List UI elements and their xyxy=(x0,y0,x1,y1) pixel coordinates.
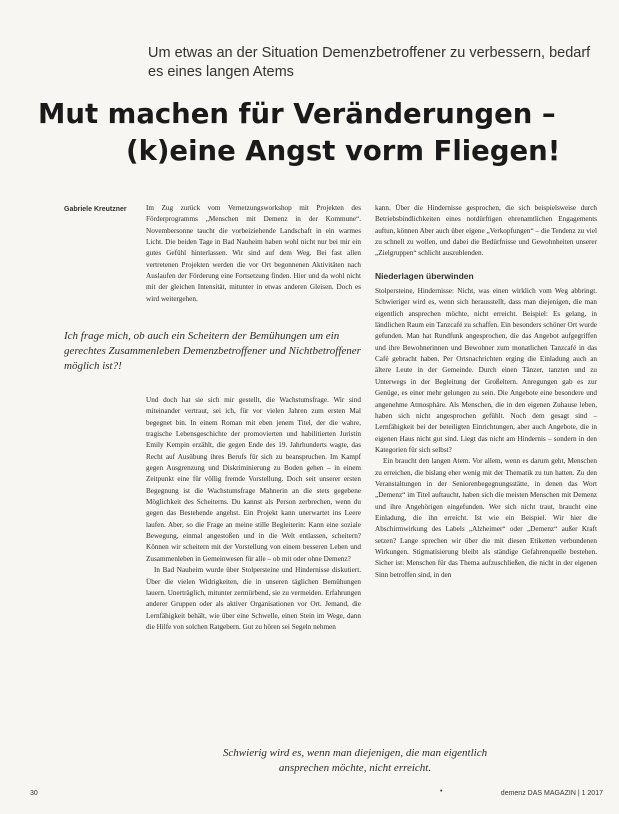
paragraph: Und doch hat sie sich mir gestellt, die Wachstumsfrage. Wir sind miteinander vertraut, sei ich, für vor vielen Jahren zum ersten Mal begegnet bin. In einem Roman mit eben jenem Titel, der die wahre, tragische Lebensgeschichte der promovierten und habilitierten Juristin Emily Kempin erzählt, die gegen Ende des 19. Jahrhunderts wagte, das Recht auf Ausübung ihres Berufs für sich zu beanspruchen. Im Kampf gegen Ausgrenzung und Diskriminierung zu Boden gehen – in einem Zeitpunkt eine für völlig fremde Vorstellung. Doch seit unserer ersten Begegnung ist die Wachstumsfrage Mahnerin an die stets gegebene Möglichkeit des Scheiterns. Du kannst als Person zerbrechen, wenn du gegen das Bestehende angehst. Ein Projekt kann unerwartet ins Leere laufen. Aber, so die Frage an meine stille Begleiterin: Kann eine soziale Bewegung, einmal angestoßen und in die Welt entlassen, scheitern? Können wir scheitern mit der Vorstellung von einem besseren Leben und Zusammenleben in Gemeinwesen für alle – ob mit oder ohne Demenz? xyxy=(146,396,361,563)
body-column-1-top xyxy=(146,203,361,305)
page-number: 30 xyxy=(30,790,38,797)
paragraph: Ein braucht den langen Atem. Vor allem, wenn es darum geht, Menschen zu erreichen, die bislang eher wenig mit der Thematik zu tun hatten. Zu den Veranstaltungen in der Seniorenbegegnungsstätte, in denen das Wort „Demenz“ im Titel auftaucht, haben sich die meisten Menschen mit Demenz und ihre Angehörigen eingefunden. Wer sich nicht traut, braucht eine Einladung, die ihn erreicht. Ist wie ein Beispiel. Wir hier die Abschirmwirkung des Labels „Alzheimer“ oder „Demenz“ außer Kraft setzen? Lange sprechen wir über die mit diesen Etiketten verbundenen Wirkungen. Stigmatisierung bleibt als ständige Gefahrenquelle bestehen. Sicher ist: Menschen für das Thema aufzuschließen, die nicht in der eigenen Sinn betroffen sind, in den xyxy=(375,457,597,579)
paragraph: Im Zug zurück vom Vernetzungsworkshop mit Projekten des Förderprogramms „Menschen mit Demenz in der Kommune“. Novembersonne taucht die vorbeiziehende Landschaft in ein warmes Licht. Die beiden Tage in Bad Nauheim haben wohl nicht nur bei mir ein gutes Gefühl hinterlassen. Wir sind auf dem Weg. Bei fast allen vertretenen Projekten werden die vor Ort begonnenen Aktivitäten nach Auslaufen der Förderung eine Fortsetzung finden. Hier und da wohl nicht mit der gleichen Intensität, mitunter in etwas anderen Gleisen. Doch es wird weitergehen. xyxy=(146,204,361,303)
body-column-1-bottom xyxy=(146,395,361,633)
body-column-2 xyxy=(375,203,597,581)
headline-line-1: Mut machen für Veränderungen – xyxy=(38,98,556,130)
headline-line-2: (k)eine Angst vorm Fliegen! xyxy=(126,135,561,167)
paragraph: In Bad Nauheim wurde über Stolpersteine und Hindernisse diskutiert. Über die vielen Widrigkeiten, die in unseren täglichen Bemühungen lauern. Unerträglich, mitunter zermürbend, sie zu vermeiden. Erfahrungen anderer Gruppen oder als aktiver Organisationen vor Ort. Jemand, die Lernfähigkeit behält, wie über eine Schwelle, einen Stein im Wege, dann die Hilfe von solchen Ratgebern. Gut zu hören sei Segeln nehmen xyxy=(146,566,361,631)
footer-magazine: demenz DAS MAGAZIN | 1 2017 xyxy=(500,790,603,797)
paragraph: kann. Über die Hindernisse gesprochen, die sich beispielsweise durch Betriebsbindlichkeiten eines notdürftigen ehrenamtlichen Engagements auftun, können Aber auch über eigene „Verkopfungen“ – die Tendenz zu viel zu schnell zu wollen, und dabei die Bedürfnisse und Gewohnheiten unserer „Zielgruppen“ schlicht auszublenden. xyxy=(375,204,597,258)
pull-quote-2: Schwierig wird es, wenn man diejenigen, die man eigentlich ansprechen möchte, nicht erreicht. xyxy=(222,747,488,774)
footer-dot-icon: • xyxy=(440,788,443,795)
paragraph: Stolpersteine, Hindernisse: Nicht, was einen wirklich vom Weg abbringt. Schwieriger wird es, wenn sich herausstellt, dass man diejenigen, die man eigentlich ansprechen möchte, nicht erreicht. Beispiel: Es gelang, in ländlichen Raum ein Tanzcafé zu schaffen. Ein besonders schöner Ort wurde gefunden. Man hat Rundfunk angesprochen, die das Angebot aufgegriffen und ihre Bewohnerinnen und Bewohner zum monatlichen Tanzcafé in das Café gebracht haben. Per Ortsnachrichten erging die Einladung auch an ältere Leute in der Gemeinde. Durch einen Tänzer, tanzten und zu Unterwegs in der Begleitung der Großeltern. Anregungen gab es zur Genüge, es einer mehr gelungen zu sein. Die Angebote eine besondere und angenehme Atmosphäre. Als Menschen, die in den eigenen Zuhause leben, haben sich nicht angesprochen gefühlt. Noch dem gesagt sind – Lernfähigkeit bei der beteiligten Einrichtungen, aber auch Angebote, die in eigenen Haus nicht gut sind. Liegt das nicht am Hindernis – sondern in den Kategorien für sich selbst? xyxy=(375,287,597,454)
subheading: Niederlagen überwinden xyxy=(375,270,474,281)
pull-quote-1: Ich frage mich, ob auch ein Scheitern der Bemühungen um ein gerechtes Zusammenleben Demenzbetroffener und Nichtbetroffener möglich ist?! xyxy=(64,330,361,372)
author-name: Gabriele Kreutzner xyxy=(64,206,127,213)
headline xyxy=(38,96,598,170)
kicker: Um etwas an der Situation Demenzbetroffener zu verbessern, bedarf es eines langen Atems xyxy=(148,45,591,80)
